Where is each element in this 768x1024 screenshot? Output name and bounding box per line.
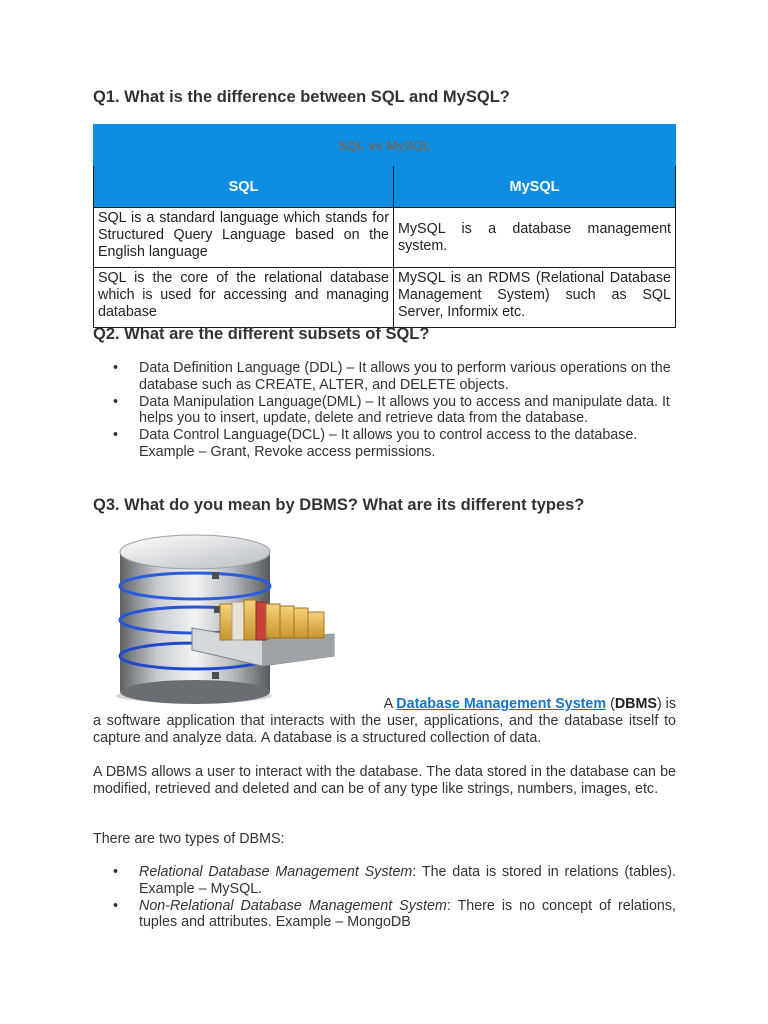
dbms-types-list (93, 864, 676, 931)
bullet-icon: • (113, 393, 119, 410)
question-1-heading: Q1. What is the difference between SQL and MySQL? (93, 88, 510, 106)
list-item (93, 427, 676, 461)
list-item-text: Data Definition Language (DDL) – It allows you to perform various operations on the database such as CREATE, ALTER, and DELETE objects. (139, 360, 671, 393)
table-row (94, 208, 676, 268)
list-item (93, 360, 676, 394)
table-header-sql: SQL (94, 166, 394, 208)
type-description: : There is no concept of relations, tuples and attributes. Example – MongoDB (139, 897, 676, 931)
type-description: : The data is stored in relations (tables). Example – MySQL. (139, 864, 676, 897)
bullet-icon: • (113, 864, 119, 880)
type-term: Relational Database Management System (139, 864, 413, 880)
dbms-types-intro: There are two types of DBMS: (93, 831, 285, 847)
list-item (93, 864, 676, 898)
bullet-icon: • (113, 897, 119, 914)
table-cell: MySQL is an RDMS (Relational Database Management System) such as SQL Server, Informix etc. (394, 268, 676, 328)
paren-close: ) is (656, 696, 676, 712)
list-item (93, 898, 676, 932)
table-row (94, 268, 676, 328)
paragraph-text: a software application that interacts with the user, applications, and the database itself to capture and analyze data. A database is a structured collection of data. (93, 712, 676, 746)
paren-open: ( (610, 696, 615, 712)
list-item-text: Data Control Language(DCL) – It allows you to control access to the database. Example – Grant, Revoke access permissions. (139, 427, 638, 460)
question-3-heading: Q3. What do you mean by DBMS? What are its different types? (93, 496, 585, 514)
list-item (93, 394, 676, 428)
dbms-definition-paragraph (93, 696, 676, 746)
dbms-abbreviation: DBMS (614, 696, 657, 712)
bullet-icon: • (113, 360, 119, 376)
sql-vs-mysql-table (93, 124, 676, 328)
type-term: Non-Relational Database Management System (139, 897, 447, 914)
table-cell: SQL is a standard language which stands for Structured Query Language based on the English language (94, 208, 394, 268)
bullet-icon: • (113, 427, 119, 444)
database-server-icon (112, 532, 342, 704)
dbms-link[interactable]: Database Management System (396, 696, 607, 712)
table-header-mysql: MySQL (394, 166, 676, 208)
table-cell: MySQL is a database management system. (394, 208, 676, 268)
list-item-text: Data Manipulation Language(DML) – It allows you to access and manipulate data. It helps you to insert, update, delete and retrieve data from the database. (139, 393, 670, 427)
table-cell: SQL is the core of the relational database which is used for accessing and managing database (94, 268, 394, 328)
sql-subsets-list (93, 360, 676, 461)
question-2-heading: Q2. What are the different subsets of SQL? (93, 325, 430, 343)
table-caption: SQL vs MySQL (94, 125, 676, 166)
dbms-interaction-paragraph: A DBMS allows a user to interact with the database. The data stored in the database can be modified, retrieved and deleted and can be of any type like strings, numbers, images, etc. (93, 764, 676, 797)
paragraph-lead: A (383, 696, 393, 712)
